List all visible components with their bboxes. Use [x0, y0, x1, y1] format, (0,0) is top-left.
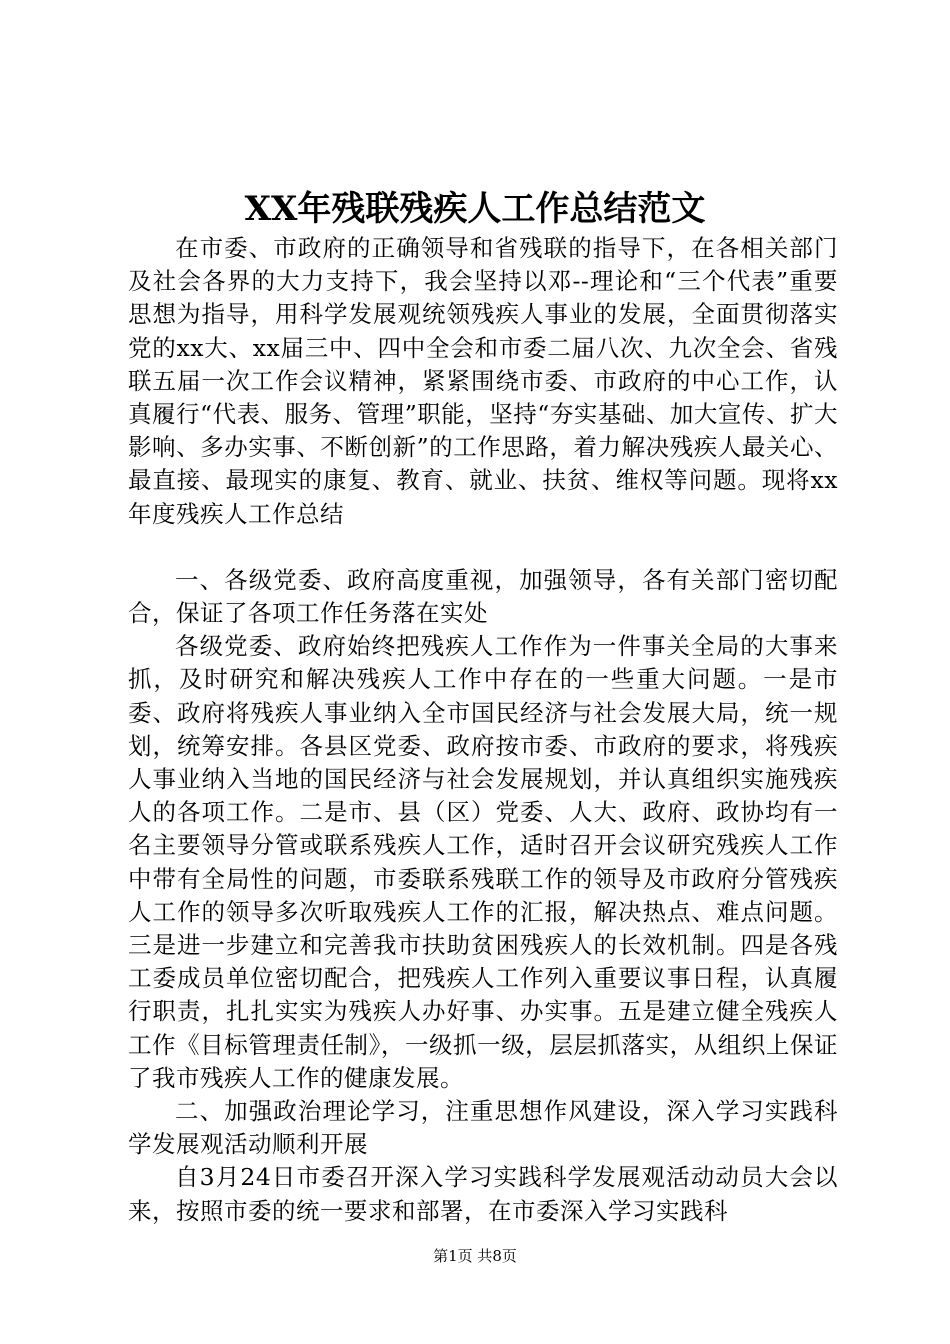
intro-paragraph: 在市委、市政府的正确领导和省残联的指导下，在各相关部门及社会各界的大力支持下，我会坚持以邓--理论和“三个代表”重要思想为指导，用科学发展观统领残疾人事业的发展，全面贯彻落实党的xx大、xx届三中、四中全会和市委二届八次、九次全会、省残联五届一次工作会议精神，紧紧围绕市委、市政府的中心工作，认真履行“代表、服务、管理”职能，坚持“夯实基础、加大宣传、扩大影响、多办实事、不断创新”的工作思路，着力解决残疾人最关心、最直接、最现实的康复、教育、就业、扶贫、维权等问题。现将xx年度残疾人工作总结	[128, 234, 838, 528]
document-body	[128, 232, 838, 1228]
section-heading-2: 二、加强政治理论学习，注重思想作风建设，深入学习实践科学发展观活动顺利开展	[128, 1097, 838, 1159]
section-heading-1: 一、各级党委、政府高度重视，加强领导，各有关部门密切配合，保证了各项工作任务落在实处	[128, 565, 838, 628]
section-1-paragraph: 各级党委、政府始终把残疾人工作作为一件事关全局的大事来抓，及时研究和解决残疾人工作中存在的一些重大问题。一是市委、政府将残疾人事业纳入全市国民经济与社会发展大局，统一规划，统筹安排。各县区党委、政府按市委、市政府的要求，将残疾人事业纳入当地的国民经济与社会发展规划，并认真组织实施残疾人的各项工作。二是市、县（区）党委、人大、政府、政协均有一名主要领导分管或联系残疾人工作，适时召开会议研究残疾人工作中带有全局性的问题，市委联系残联工作的领导及市政府分管残疾人工作的领导多次听取残疾人工作的汇报，解决热点、难点问题。三是进一步建立和完善我市扶助贫困残疾人的长效机制。四是各残工委成员单位密切配合，把残疾人工作列入重要议事日程，认真履行职责，扎扎实实为残疾人办好事、办实事。五是建立健全残疾人工作《目标管理责任制》，一级抓一级，层层抓落实，从组织上保证了我市残疾人工作的健康发展。	[128, 632, 838, 1092]
document-title: XX年残联残疾人工作总结范文	[244, 189, 706, 229]
page-footer: 第1页 共8页	[433, 1247, 517, 1265]
section-2-paragraph: 自3月24日市委召开深入学习实践科学发展观活动动员大会以来，按照市委的统一要求和部署，在市委深入学习实践科	[128, 1163, 838, 1225]
